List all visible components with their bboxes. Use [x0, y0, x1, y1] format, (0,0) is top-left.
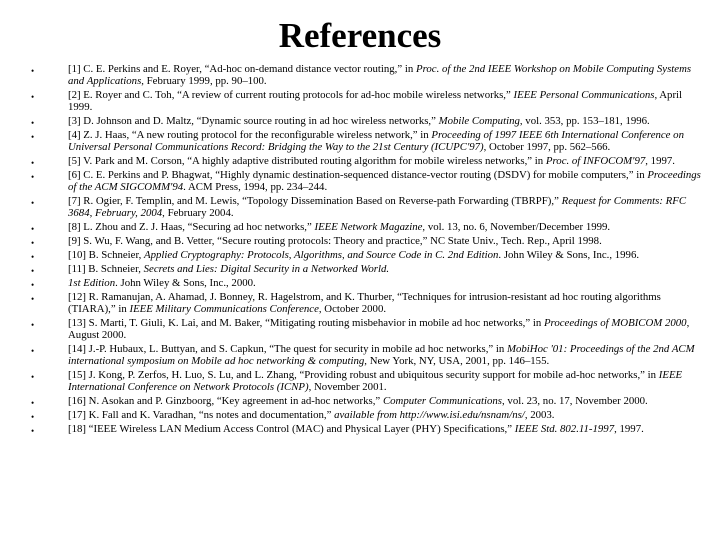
reference-text: [11] B. Schneier,	[68, 262, 144, 275]
reference-item	[24, 116, 704, 128]
bullet-icon: •	[31, 345, 35, 356]
reference-text: [3] D. Johnson and D. Maltz, “Dynamic source routing in ad hoc wireless networks,”	[68, 114, 439, 127]
reference-italic-text: Proceedings of the ACM SIGCOMM'94	[68, 168, 701, 193]
reference-text: [7] R. Ogier, F. Templin, and M. Lewis, “Topology Dissemination Based on Reverse-path Forwarding (TBRPF),”	[68, 194, 562, 207]
reference-text: [16] N. Asokan and P. Ginzboorg, “Key agreement in ad-hoc networks,”	[68, 394, 383, 407]
reference-text: , February 1999, pp. 90–100.	[141, 74, 267, 87]
reference-italic-text: IEEE Military Communications Conference	[129, 302, 319, 315]
reference-item	[24, 264, 704, 276]
reference-item	[24, 396, 704, 408]
reference-item	[24, 292, 704, 316]
reference-item	[24, 130, 704, 154]
reference-text: [8] L. Zhou and Z. J. Haas, “Securing ad hoc networks,”	[68, 220, 315, 233]
bullet-icon: •	[31, 157, 35, 168]
bullet-icon: •	[31, 397, 35, 408]
reference-italic-text: IEEE Personal Communications	[513, 88, 655, 101]
reference-italic-text: Proceeding of 1997 IEEE 6th International Conference on Universal Personal Communications Record: Bridging the Way to the 21st Century (ICUPC'97)	[68, 128, 684, 153]
reference-italic-text: available from http://www.isi.edu/nsnam/ns/	[334, 408, 525, 421]
reference-text: [15] J. Kong, P. Zerfos, H. Luo, S. Lu, and L. Zhang, “Providing robust and ubiquitous security support for mobile ad-hoc networks,” in	[68, 368, 659, 381]
reference-text: , 2003.	[524, 408, 555, 421]
reference-item	[24, 196, 704, 220]
reference-text: , October 1997, pp. 562–566.	[483, 140, 611, 153]
reference-text: . John Wiley & Sons, Inc., 2000.	[115, 277, 256, 290]
bullet-icon: •	[31, 371, 35, 382]
reference-italic-text: MobiHoc '01: Proceedings of the 2nd ACM international symposium on Mobile ad hoc networking & computing	[68, 342, 695, 367]
reference-text: , November 2001.	[308, 380, 387, 393]
reference-text: [14] J.-P. Hubaux, L. Buttyan, and S. Capkun, “The quest for security in mobile ad hoc networks,” in	[68, 342, 507, 355]
reference-italic-text: 1st Edition	[68, 277, 116, 290]
page-title: References	[278, 16, 442, 55]
reference-item	[24, 318, 704, 342]
bullet-icon: •	[31, 237, 35, 248]
reference-item	[24, 64, 704, 88]
reference-italic-text: Proc. of the 2nd IEEE Workshop on Mobile Computing Systems and Applications	[68, 63, 692, 87]
bullet-icon: •	[31, 171, 35, 182]
reference-italic-text: IEEE Network Magazine	[314, 220, 423, 233]
reference-text: [4] Z. J. Haas, “A new routing protocol for the reconfigurable wireless network,” in	[68, 128, 432, 141]
reference-text: [17] K. Fall and K. Varadhan, “ns notes and documentation,”	[68, 408, 335, 421]
reference-italic-text: Computer Communications	[382, 394, 503, 407]
reference-text: , 1997.	[614, 422, 644, 435]
reference-text: [12] R. Ramanujan, A. Ahamad, J. Bonney, R. Hagelstrom, and K. Thurber, “Techniques for intrusion-resistant ad hoc routing algorithms (TIARA),” in	[68, 291, 661, 315]
bullet-icon: •	[31, 91, 35, 102]
reference-item	[24, 170, 704, 194]
bullet-icon: •	[31, 131, 35, 142]
reference-item	[24, 344, 704, 368]
bullet-icon: •	[31, 117, 35, 128]
reference-item	[24, 278, 704, 290]
reference-text: , 1997.	[645, 154, 675, 167]
bullet-icon: •	[31, 411, 35, 422]
reference-text: , August 2000.	[68, 317, 690, 341]
reference-italic-text: Request for Comments: RFC 3684, February, 2004	[68, 194, 687, 219]
reference-text: [18] “IEEE Wireless LAN Medium Access Control (MAC) and Physical Layer (PHY) Specifications,”	[68, 422, 515, 435]
bullet-icon: •	[31, 265, 35, 276]
reference-text: [5] V. Park and M. Corson, “A highly adaptive distributed routing algorithm for mobile wireless networks,” in	[68, 154, 546, 167]
reference-text: , vol. 13, no. 6, November/December 1999.	[422, 220, 611, 233]
bullet-icon: •	[31, 251, 35, 262]
reference-italic-text: Proc. of INFOCOM'97	[545, 154, 646, 167]
reference-text: [2] E. Royer and C. Toh, “A review of current routing protocols for ad-hoc mobile wireless networks,”	[68, 88, 514, 101]
reference-item	[24, 236, 704, 248]
reference-item	[24, 370, 704, 394]
reference-item	[24, 90, 704, 114]
reference-text: , New York, NY, USA, 2001, pp. 146–155.	[364, 354, 550, 367]
bullet-icon: •	[31, 425, 35, 436]
reference-italic-text: Proceedings of MOBICOM 2000	[543, 317, 687, 329]
reference-italic-text: Mobile Computing	[438, 114, 520, 127]
reference-text: . ACM Press, 1994, pp. 234–244.	[183, 180, 328, 193]
reference-text: . John Wiley & Sons, Inc., 1996.	[498, 248, 640, 261]
reference-text: , February 2004.	[162, 206, 234, 219]
reference-text: , April 1999.	[68, 88, 683, 113]
reference-italic-text: IEEE Std. 802.11-1997	[514, 422, 615, 435]
reference-text: [13] S. Marti, T. Giuli, K. Lai, and M. Baker, “Mitigating routing misbehavior in mobile ad hoc networks,” in	[68, 317, 544, 329]
reference-item	[24, 156, 704, 168]
reference-italic-text: Applied Cryptography: Protocols, Algorithms, and Source Code in C. 2nd Edition	[144, 248, 499, 261]
bullet-icon: •	[31, 294, 35, 305]
reference-italic-text: IEEE International Conference on Network Protocols (ICNP)	[68, 368, 683, 393]
bullet-icon: •	[31, 223, 35, 234]
reference-italic-text: Secrets and Lies: Digital Security in a Networked World.	[143, 262, 390, 275]
reference-item	[24, 424, 704, 436]
bullet-icon: •	[31, 280, 35, 291]
reference-text: [10] B. Schneier,	[68, 248, 145, 261]
bullet-icon: •	[31, 197, 35, 208]
reference-text: [9] S. Wu, F. Wang, and B. Vetter, “Secure routing protocols: Theory and practice,” NC State Univ., Tech. Rep., April 1998.	[68, 234, 602, 247]
reference-item	[24, 250, 704, 262]
reference-text: [1] C. E. Perkins and E. Royer, “Ad-hoc on-demand distance vector routing,” in	[68, 63, 416, 75]
reference-text: [6] C. E. Perkins and P. Bhagwat, “Highly dynamic destination-sequenced distance-vector routing (DSDV) for mobile computers,” in	[68, 168, 648, 181]
reference-list	[24, 64, 704, 438]
reference-text: , vol. 353, pp. 153–181, 1996.	[519, 114, 650, 127]
bullet-icon: •	[31, 66, 35, 76]
reference-item	[24, 222, 704, 234]
reference-text: , vol. 23, no. 17, November 2000.	[502, 394, 648, 407]
bullet-icon: •	[31, 320, 35, 330]
reference-text: , October 2000.	[318, 302, 387, 315]
reference-item	[24, 410, 704, 422]
